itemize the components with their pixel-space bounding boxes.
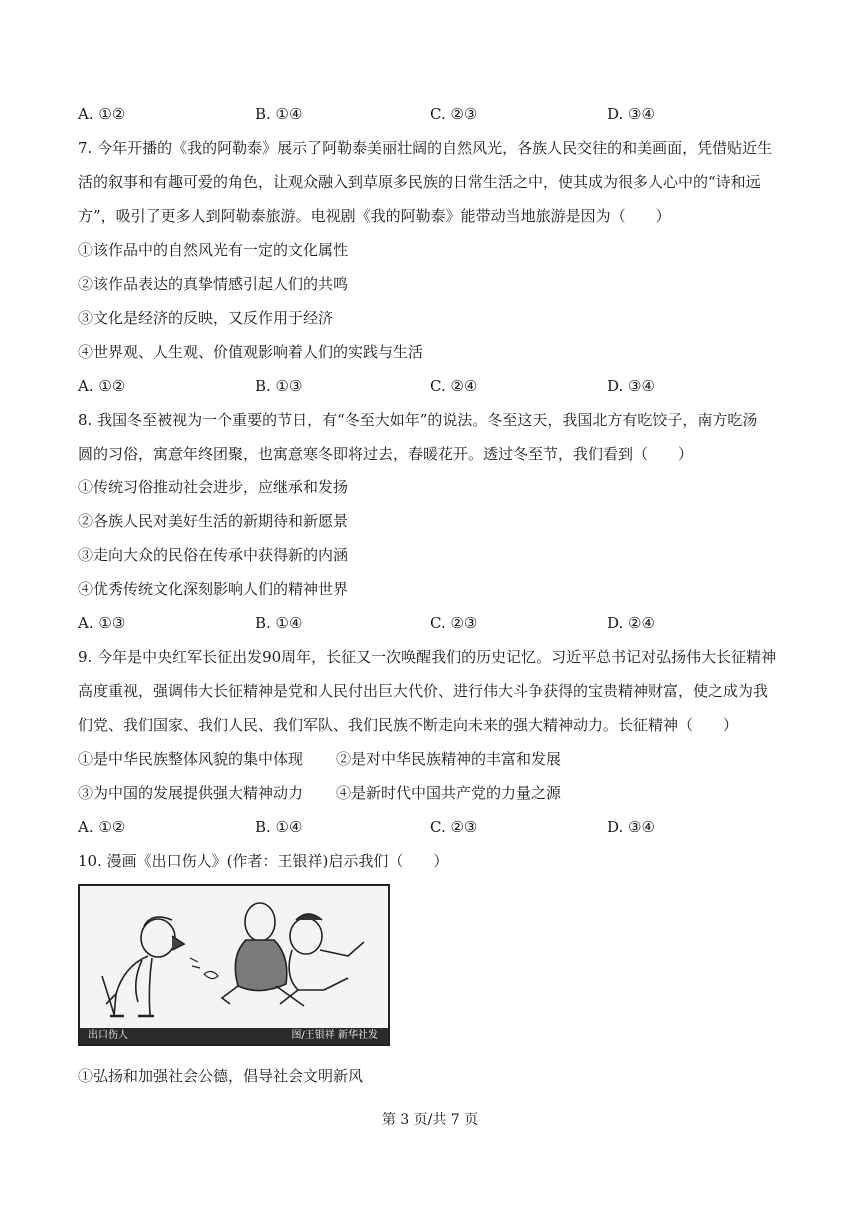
option-a[interactable]: A. ①②	[78, 818, 126, 836]
spit-mark	[190, 958, 218, 979]
q7-stem-line-2: 活的叙事和有趣可爱的角色，让观众融入到草原多民族的日常生活之中，使其成为很多人心中的“诗和远	[78, 173, 761, 191]
q7-statement-2: ②该作品表达的真挚情感引起人们的共鸣	[78, 275, 349, 293]
q9-statements-row-1	[78, 749, 798, 769]
option-c[interactable]: C. ②③	[430, 818, 478, 836]
q8-statement-1: ①传统习俗推动社会进步，应继承和发扬	[78, 478, 349, 496]
q9-stem-line-1: 9. 今年是中央红军长征出发90周年，长征又一次唤醒我们的历史记忆。习近平总书记对弘扬伟大长征精神	[78, 648, 777, 666]
q7-stem-line-3: 方”，吸引了更多人到阿勒泰旅游。电视剧《我的阿勒泰》能带动当地旅游是因为（ ）	[78, 207, 671, 225]
option-d[interactable]: D. ③④	[607, 818, 655, 836]
q9-statement-3: ③为中国的发展提供强大精神动力	[78, 784, 304, 802]
q7-statement-4: ④世界观、人生观、价值观影响着人们的实践与生活	[78, 343, 424, 361]
cartoon-drawing	[80, 886, 388, 1028]
cartoon-image	[78, 884, 390, 1046]
q8-statement-3: ③走向大众的民俗在传承中获得新的内涵	[78, 546, 349, 564]
cartoon-caption-bar	[80, 1028, 388, 1044]
option-b[interactable]: B. ①④	[255, 614, 303, 632]
q7-stem-line-1: 7. 今年开播的《我的阿勒泰》展示了阿勒泰美丽壮阔的自然风光，各族人民交往的和美画面，凭借贴近生	[78, 139, 773, 157]
q8-statement-4: ④优秀传统文化深刻影响人们的精神世界	[78, 580, 349, 598]
cartoon-title: 出口伤人	[88, 1030, 128, 1041]
shouting-man	[102, 917, 184, 1016]
q9-stem-line-3: 们党、我们国家、我们人民、我们军队、我们民族不断走向未来的强大精神动力。长征精神（ ）	[78, 716, 739, 734]
cartoon-credit: 图/王银祥 新华社发	[291, 1030, 378, 1041]
q10-stem: 10. 漫画《出口伤人》(作者：王银祥)启示我们（ ）	[78, 852, 449, 870]
option-c[interactable]: C. ②③	[430, 614, 478, 632]
option-c[interactable]: C. ②③	[430, 105, 478, 123]
option-d[interactable]: D. ②④	[607, 614, 655, 632]
page-footer: 第 3 页/共 7 页	[381, 1112, 479, 1128]
option-a[interactable]: A. ①②	[78, 105, 126, 123]
q9-statement-4: ④是新时代中国共产党的力量之源	[336, 784, 562, 802]
q7-statement-3: ③文化是经济的反映，又反作用于经济	[78, 309, 334, 327]
q9-statements-row-2	[78, 783, 798, 803]
q7-statement-1: ①该作品中的自然风光有一定的文化属性	[78, 241, 349, 259]
option-b[interactable]: B. ①③	[255, 377, 303, 395]
q9-stem-line-2: 高度重视，强调伟大长征精神是党和人民付出巨大代价、进行伟大斗争获得的宝贵精神财富，使之成为我	[78, 682, 769, 700]
fleeing-couple	[222, 903, 364, 1006]
option-d[interactable]: D. ③④	[607, 105, 655, 123]
q10-statement-1: ①弘扬和加强社会公德，倡导社会文明新风	[78, 1067, 364, 1085]
option-c[interactable]: C. ②④	[430, 377, 478, 395]
option-a[interactable]: A. ①③	[78, 614, 126, 632]
q9-statement-2: ②是对中华民族精神的丰富和发展	[336, 750, 562, 768]
q8-statement-2: ②各族人民对美好生活的新期待和新愿景	[78, 512, 349, 530]
option-b[interactable]: B. ①④	[255, 818, 303, 836]
q8-stem-line-2: 圆的习俗，寓意年终团聚，也寓意寒冬即将过去，春暖花开。透过冬至节，我们看到（ ）	[78, 445, 694, 463]
q8-stem-line-1: 8. 我国冬至被视为一个重要的节日，有“冬至大如年”的说法。冬至这天，我国北方有吃饺子，南方吃汤	[78, 411, 758, 429]
option-a[interactable]: A. ①②	[78, 377, 126, 395]
q9-statement-1: ①是中华民族整体风貌的集中体现	[78, 750, 304, 768]
option-b[interactable]: B. ①④	[255, 105, 303, 123]
option-d[interactable]: D. ③④	[607, 377, 655, 395]
